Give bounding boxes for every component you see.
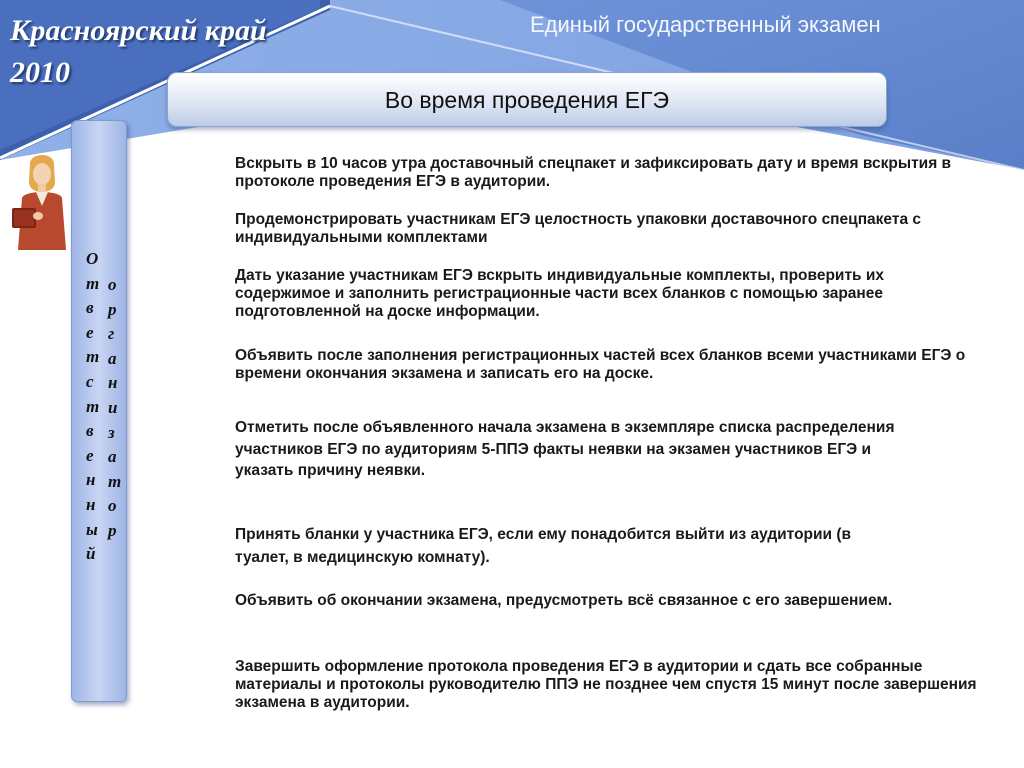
arrow-right-icon bbox=[135, 263, 190, 303]
vertical-letter: р bbox=[108, 299, 117, 319]
arrow-right-icon bbox=[135, 519, 190, 559]
region-year: 2010 bbox=[10, 56, 70, 89]
step-4-text: Объявить после заполнения регистрационных частей всех бланков всеми участниками ЕГЭ о времени окончания экзамена и записать его на доске. bbox=[235, 347, 966, 382]
vertical-letter: в bbox=[86, 421, 94, 441]
arrow-right-icon bbox=[135, 152, 190, 192]
vertical-letter: г bbox=[108, 324, 115, 344]
vertical-letter: т bbox=[86, 273, 100, 293]
vertical-letter: О bbox=[86, 249, 99, 268]
slide-title: Во время проведения ЕГЭ bbox=[167, 72, 887, 127]
vertical-letter: с bbox=[86, 371, 94, 391]
step-3-text: Дать указание участникам ЕГЭ вскрыть индивидуальные комплекты, проверить их содержимое и заполнить регистрационные части всех бланков с помощью заранее подготовленной на доске информации. bbox=[235, 267, 885, 320]
vertical-letter: а bbox=[108, 447, 117, 467]
vertical-letter: е bbox=[86, 445, 94, 465]
vertical-letter: н bbox=[86, 494, 96, 514]
step-8-text: Завершить оформление протокола проведения ЕГЭ в аудитории и сдать все собранные материалы и протоколы руководителю ППЭ не позднее чем спустя 15 минут после завершения экзамена в аудитории. bbox=[235, 658, 977, 711]
step-2-text: Продемонстрировать участникам ЕГЭ целостность упаковки доставочного спецпакета с индивидуальными комплектами bbox=[235, 211, 921, 246]
vertical-label-left bbox=[86, 247, 99, 567]
vertical-letter: т bbox=[86, 396, 100, 416]
exam-name: Единый государственный экзамен bbox=[530, 12, 881, 37]
arrow-right-icon bbox=[135, 345, 190, 385]
vertical-letter: з bbox=[108, 422, 115, 442]
region-title: Красноярский край bbox=[10, 14, 267, 47]
vertical-letter: в bbox=[86, 298, 94, 318]
vertical-letter: е bbox=[86, 322, 94, 342]
vertical-letter: р bbox=[108, 520, 117, 540]
vertical-letter: й bbox=[86, 544, 96, 564]
step-1-text: Вскрыть в 10 часов утра доставочный спецпакет и зафиксировать дату и время вскрытия в протоколе проведения ЕГЭ в аудитории. bbox=[235, 155, 952, 190]
vertical-label-right bbox=[108, 273, 121, 544]
vertical-letter: о bbox=[108, 275, 117, 294]
vertical-letter: и bbox=[108, 397, 118, 417]
step-7-text: Объявить об окончании экзамена, предусмотреть всё связанное с его завершением. bbox=[235, 592, 893, 609]
arrow-right-icon bbox=[135, 435, 190, 475]
arrow-right-icon bbox=[135, 200, 190, 240]
vertical-letter: о bbox=[108, 496, 117, 516]
teacher-icon bbox=[8, 150, 76, 250]
vertical-letter: т bbox=[108, 471, 122, 491]
vertical-letter: н bbox=[86, 470, 96, 490]
vertical-letter: н bbox=[108, 373, 118, 393]
arrow-right-icon bbox=[135, 584, 190, 624]
step-5-text: Отметить после объявленного начала экзамена в экземпляре списка распределения участников ЕГЭ по аудиториям 5-ППЭ факты неявки на экзамен участников ЕГЭ и указать причину неявки. bbox=[235, 419, 895, 479]
arrow-right-icon bbox=[135, 655, 190, 695]
vertical-letter: т bbox=[86, 347, 100, 367]
step-6-text: Принять бланки у участника ЕГЭ, если ему понадобится выйти из аудитории (в туалет, в медицинскую комнату). bbox=[235, 526, 852, 566]
vertical-letter: а bbox=[108, 348, 117, 368]
vertical-letter: ы bbox=[86, 519, 98, 539]
